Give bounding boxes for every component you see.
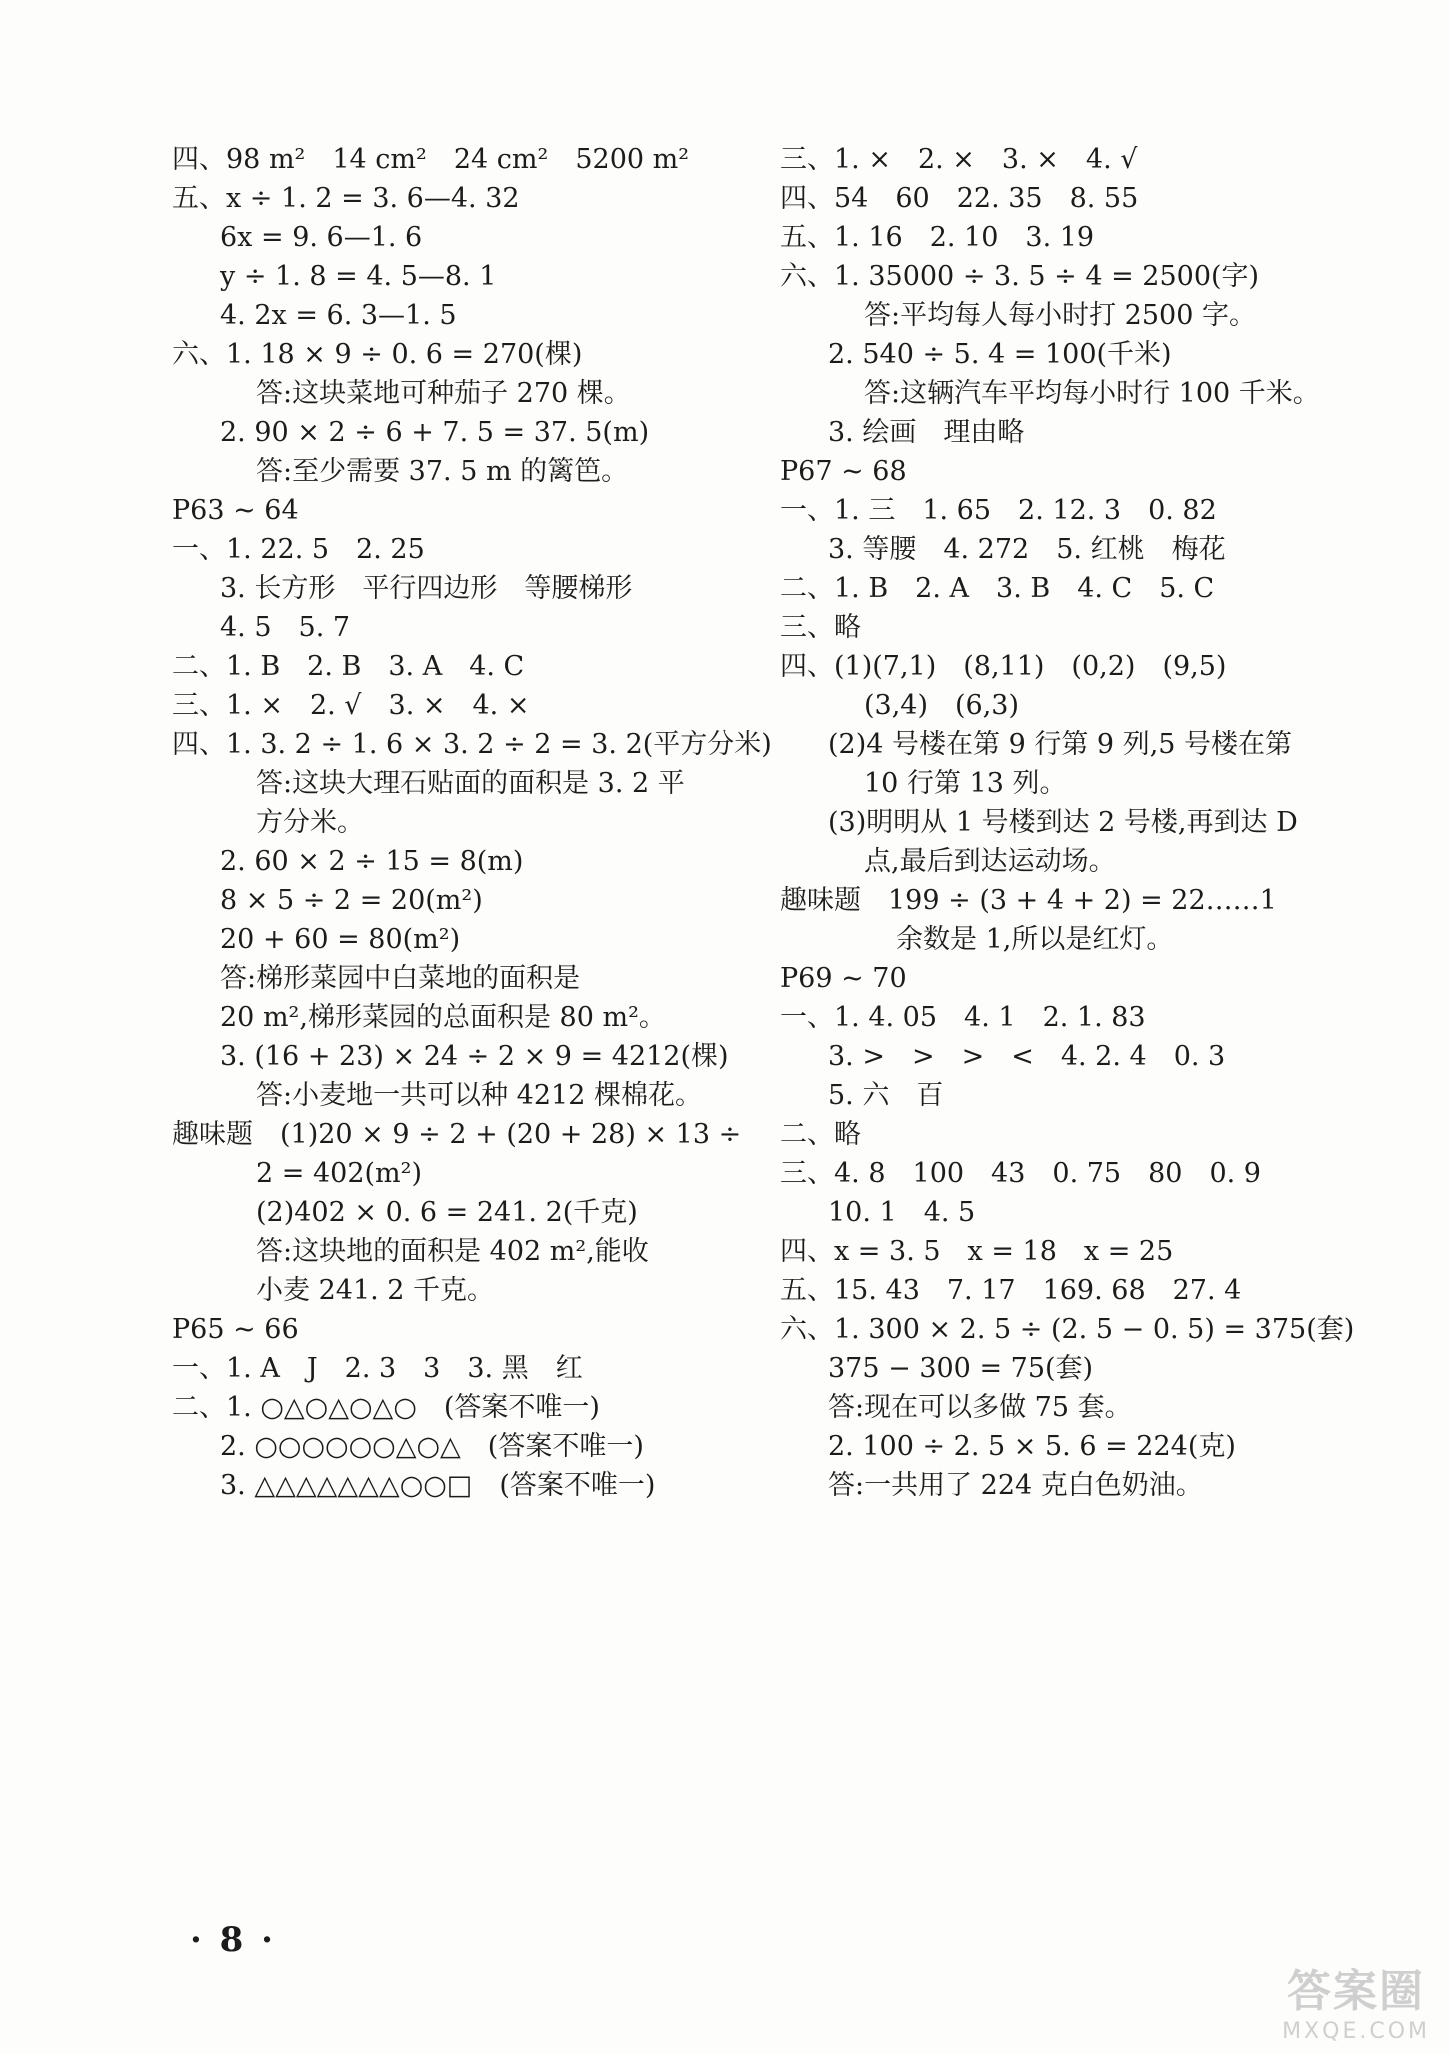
answer-line: 三、4. 8 100 43 0. 75 80 0. 9 bbox=[780, 1158, 1261, 1189]
answer-line: 3. △△△△△△△○○□ (答案不唯一) bbox=[220, 1470, 656, 1501]
answer-line: y ÷ 1. 8 = 4. 5—8. 1 bbox=[220, 261, 497, 292]
answer-line: 答:这块菜地可种茄子 270 棵。 bbox=[256, 378, 631, 409]
answer-line: P69 ~ 70 bbox=[780, 963, 907, 994]
answer-line: 二、1. B 2. B 3. A 4. C bbox=[172, 651, 525, 682]
answer-line: 6x = 9. 6—1. 6 bbox=[220, 222, 423, 253]
answer-line: P67 ~ 68 bbox=[780, 456, 907, 487]
answer-line: 2. 100 ÷ 2. 5 × 5. 6 = 224(克) bbox=[828, 1431, 1236, 1462]
page-number: · 8 · bbox=[190, 1920, 277, 1960]
answer-line: 答:梯形菜园中白菜地的面积是 bbox=[220, 963, 581, 994]
answer-line: 三、1. × 2. √ 3. × 4. × bbox=[172, 690, 530, 721]
answer-line: 六、1. 35000 ÷ 3. 5 ÷ 4 = 2500(字) bbox=[780, 261, 1260, 292]
answer-line: 3. (16 + 23) × 24 ÷ 2 × 9 = 4212(棵) bbox=[220, 1041, 729, 1072]
watermark-text: 答案圈 bbox=[1287, 1966, 1426, 2017]
answer-line: 四、1. 3. 2 ÷ 1. 6 × 3. 2 ÷ 2 = 3. 2(平方分米) bbox=[172, 729, 772, 760]
answer-line: 二、略 bbox=[780, 1119, 861, 1150]
answer-line: 答:至少需要 37. 5 m 的篱笆。 bbox=[256, 456, 629, 487]
answer-line: 答:现在可以多做 75 套。 bbox=[828, 1392, 1132, 1423]
answer-line: 一、1. 22. 5 2. 25 bbox=[172, 534, 425, 565]
answer-line: (2)4 号楼在第 9 行第 9 列,5 号楼在第 bbox=[828, 729, 1293, 760]
answer-line: (2)402 × 0. 6 = 241. 2(千克) bbox=[256, 1197, 638, 1228]
answer-line: (3)明明从 1 号楼到达 2 号楼,再到达 D bbox=[828, 807, 1298, 838]
answer-line: P63 ~ 64 bbox=[172, 495, 299, 526]
answer-line: P65 ~ 66 bbox=[172, 1314, 299, 1345]
answer-line: 五、1. 16 2. 10 3. 19 bbox=[780, 222, 1095, 253]
answer-line: 2. ○○○○○○△○△ (答案不唯一) bbox=[220, 1431, 644, 1462]
answer-line: 三、1. × 2. × 3. × 4. √ bbox=[780, 144, 1138, 175]
answer-line: 小麦 241. 2 千克。 bbox=[256, 1275, 495, 1306]
answer-line: 3. 长方形 平行四边形 等腰梯形 bbox=[220, 573, 633, 604]
answer-line: 余数是 1,所以是红灯。 bbox=[896, 924, 1174, 955]
answer-line: 四、98 m² 14 cm² 24 cm² 5200 m² bbox=[172, 144, 690, 175]
answer-line: 点,最后到达运动场。 bbox=[864, 846, 1116, 877]
watermark-url: MXQE.COM bbox=[1282, 2019, 1430, 2044]
answer-line: 答:这块地的面积是 402 m²,能收 bbox=[256, 1236, 649, 1267]
answer-line: 2. 540 ÷ 5. 4 = 100(千米) bbox=[828, 339, 1172, 370]
answer-line: 四、54 60 22. 35 8. 55 bbox=[780, 183, 1139, 214]
answer-line: 375 − 300 = 75(套) bbox=[828, 1353, 1094, 1384]
answer-line: 六、1. 300 × 2. 5 ÷ (2. 5 − 0. 5) = 375(套) bbox=[780, 1314, 1355, 1345]
answer-line: 答:一共用了 224 克白色奶油。 bbox=[828, 1470, 1203, 1501]
answer-line: 趣味题 (1)20 × 9 ÷ 2 + (20 + 28) × 13 ÷ bbox=[172, 1119, 742, 1150]
answer-line: 四、(1)(7,1) (8,11) (0,2) (9,5) bbox=[780, 651, 1227, 682]
answer-line: 8 × 5 ÷ 2 = 20(m²) bbox=[220, 885, 483, 916]
answer-line: 三、略 bbox=[780, 612, 861, 643]
answer-line: 10. 1 4. 5 bbox=[828, 1197, 976, 1228]
answer-line: 2. 60 × 2 ÷ 15 = 8(m) bbox=[220, 846, 524, 877]
left-answer-column bbox=[172, 140, 772, 1505]
answer-line: 5. 六 百 bbox=[828, 1080, 944, 1111]
answer-line: 六、1. 18 × 9 ÷ 0. 6 = 270(棵) bbox=[172, 339, 583, 370]
answer-line: 4. 2x = 6. 3—1. 5 bbox=[220, 300, 457, 331]
answer-line: 答:这辆汽车平均每小时行 100 千米。 bbox=[864, 378, 1320, 409]
answer-line: 五、x ÷ 1. 2 = 3. 6—4. 32 bbox=[172, 183, 520, 214]
answer-line: 10 行第 13 列。 bbox=[864, 768, 1067, 799]
answer-line: (3,4) (6,3) bbox=[864, 690, 1020, 721]
answer-line: 答:小麦地一共可以种 4212 棵棉花。 bbox=[256, 1080, 702, 1111]
answer-line: 答:这块大理石贴面的面积是 3. 2 平 bbox=[256, 768, 685, 799]
answer-line: 方分米。 bbox=[256, 807, 364, 838]
answer-line: 20 m²,梯形菜园的总面积是 80 m²。 bbox=[220, 1002, 666, 1033]
answer-line: 答:平均每人每小时打 2500 字。 bbox=[864, 300, 1256, 331]
answer-line: 2 = 402(m²) bbox=[256, 1158, 422, 1189]
answer-line: 趣味题 199 ÷ (3 + 4 + 2) = 22……1 bbox=[780, 885, 1277, 916]
answer-line: 20 + 60 = 80(m²) bbox=[220, 924, 461, 955]
answer-line: 2. 90 × 2 ÷ 6 + 7. 5 = 37. 5(m) bbox=[220, 417, 650, 448]
answer-line: 3. > > > < 4. 2. 4 0. 3 bbox=[828, 1041, 1226, 1072]
answer-line: 4. 5 5. 7 bbox=[220, 612, 351, 643]
answer-line: 二、1. B 2. A 3. B 4. C 5. C bbox=[780, 573, 1215, 604]
answer-line: 3. 绘画 理由略 bbox=[828, 417, 1025, 448]
watermark-logo bbox=[1282, 1955, 1430, 2044]
answer-line: 五、15. 43 7. 17 169. 68 27. 4 bbox=[780, 1275, 1242, 1306]
answer-line: 3. 等腰 4. 272 5. 红桃 梅花 bbox=[828, 534, 1226, 565]
right-answer-column bbox=[780, 140, 1355, 1505]
answer-line: 一、1. 三 1. 65 2. 12. 3 0. 82 bbox=[780, 495, 1217, 526]
answer-line: 一、1. 4. 05 4. 1 2. 1. 83 bbox=[780, 1002, 1146, 1033]
answer-line: 一、1. A J 2. 3 3 3. 黑 红 bbox=[172, 1353, 583, 1384]
answer-line: 二、1. ○△○△○△○ (答案不唯一) bbox=[172, 1392, 600, 1423]
answer-line: 四、x = 3. 5 x = 18 x = 25 bbox=[780, 1236, 1174, 1267]
